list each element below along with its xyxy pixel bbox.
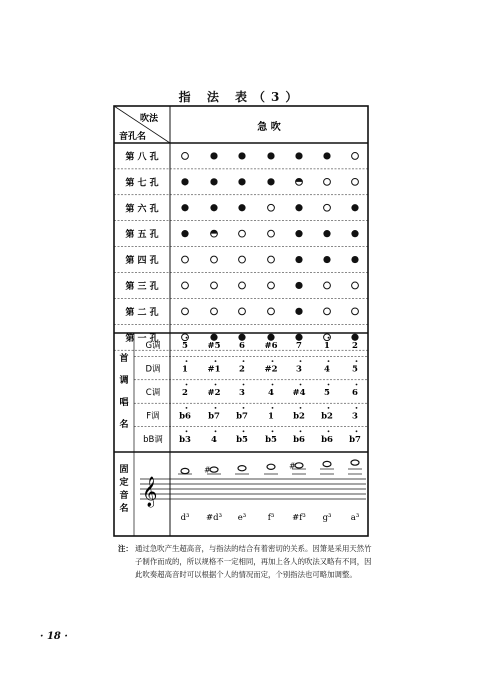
octave-dot xyxy=(186,407,188,409)
octave-dot xyxy=(243,407,245,409)
pitch-name: f³ xyxy=(267,513,275,523)
octave-dot xyxy=(300,407,302,409)
footnote xyxy=(118,542,378,581)
jianpu-note: 4 xyxy=(211,434,217,445)
hole-open-mark xyxy=(324,334,331,341)
octave-dot xyxy=(328,430,330,432)
whole-note xyxy=(181,468,189,473)
whole-note xyxy=(295,463,303,468)
jianpu-note: #2 xyxy=(207,388,221,398)
whole-note xyxy=(210,467,218,472)
hole-open-mark xyxy=(268,256,275,263)
hole-open-mark xyxy=(324,178,331,185)
octave-dot xyxy=(215,430,217,432)
octave-dot xyxy=(300,384,302,386)
hole-label: 第 七 孔 xyxy=(125,178,159,189)
jianpu-note: #5 xyxy=(207,341,221,352)
key-group-char: 首 xyxy=(119,354,129,364)
whole-note xyxy=(351,460,359,465)
octave-dot xyxy=(215,384,217,386)
pitch-name: e³ xyxy=(237,513,247,523)
whole-note xyxy=(267,464,275,469)
hole-closed-mark xyxy=(323,230,330,237)
hole-closed-mark xyxy=(295,256,302,263)
hole-open-mark xyxy=(239,230,246,237)
hole-open-mark xyxy=(324,308,331,315)
corner-top-label: 吹法 xyxy=(139,114,158,124)
jianpu-note: b7 xyxy=(349,434,361,445)
hole-closed-mark xyxy=(238,334,245,341)
octave-dot xyxy=(356,384,358,386)
table-border xyxy=(114,106,368,536)
page-number: · 18 · xyxy=(40,631,68,642)
octave-dot xyxy=(186,337,188,339)
hole-open-mark xyxy=(182,334,189,341)
octave-dot xyxy=(243,430,245,432)
octave-dot xyxy=(356,360,358,362)
hole-open-mark xyxy=(352,153,359,160)
hole-closed-mark xyxy=(267,334,274,341)
hole-closed-mark xyxy=(323,256,330,263)
key-group-char: 名 xyxy=(119,420,129,430)
jianpu-note: 1 xyxy=(182,364,188,375)
hole-closed-mark xyxy=(181,204,188,211)
hole-closed-mark xyxy=(181,178,188,185)
fixed-group-char: 定 xyxy=(119,478,129,488)
page-title: 指 法 表（3） xyxy=(178,90,304,104)
key-group-char: 唱 xyxy=(119,398,129,408)
octave-dot xyxy=(272,384,274,386)
key-group-char: 调 xyxy=(119,376,129,386)
treble-clef-icon: 𝄞 xyxy=(142,477,158,507)
hole-open-mark xyxy=(268,204,275,211)
hole-closed-mark xyxy=(238,204,245,211)
octave-dot xyxy=(356,337,358,339)
hole-open-mark xyxy=(352,308,359,315)
hole-open-mark xyxy=(352,282,359,289)
octave-dot xyxy=(215,360,217,362)
table-grid xyxy=(114,106,368,536)
jianpu-note: #4 xyxy=(292,388,306,398)
hole-label: 第 一 孔 xyxy=(125,333,159,344)
jianpu-note: 7 xyxy=(296,341,302,352)
hole-closed-mark xyxy=(295,230,302,237)
footnote-text: 通过急吹产生超高音，与指法的结合有着密切的关系。因箫是采用天然竹子制作而成的，所以规格不一定相同，再加上各人的吹法又略有不同，因此吹奏超高音时可以根据个人的情况而定，个别指法也可略加调整。 xyxy=(135,544,372,579)
octave-dot xyxy=(300,337,302,339)
octave-dot xyxy=(215,407,217,409)
jianpu-note: 2 xyxy=(239,364,245,375)
pitch-name: g³ xyxy=(322,513,332,523)
jianpu-note: 5 xyxy=(324,388,330,398)
hole-closed-mark xyxy=(210,334,217,341)
octave-dot xyxy=(186,430,188,432)
jianpu-note: 3 xyxy=(352,411,358,422)
hole-closed-mark xyxy=(295,152,302,159)
hole-label: 第 二 孔 xyxy=(125,307,159,318)
pitch-name: d³ xyxy=(180,513,190,523)
hole-open-mark xyxy=(239,308,246,315)
hole-open-mark xyxy=(211,282,218,289)
key-label: D调 xyxy=(145,364,161,375)
sharp-sign: # xyxy=(289,461,296,471)
hole-label: 第 六 孔 xyxy=(125,204,159,215)
hole-open-mark xyxy=(239,256,246,263)
octave-dot xyxy=(243,337,245,339)
hole-closed-mark xyxy=(351,230,358,237)
hole-closed-mark xyxy=(181,230,188,237)
hole-open-mark xyxy=(239,282,246,289)
footnote-label: 注： xyxy=(118,544,133,553)
hole-label: 第 八 孔 xyxy=(125,152,159,163)
hole-closed-mark xyxy=(210,178,217,185)
octave-dot xyxy=(356,407,358,409)
octave-dot xyxy=(215,337,217,339)
jianpu-note: #6 xyxy=(264,341,278,352)
octave-dot xyxy=(300,430,302,432)
jianpu-note: b6 xyxy=(321,434,333,445)
jianpu-note: 6 xyxy=(352,388,358,398)
jianpu-note: 6 xyxy=(239,341,245,352)
jianpu-note: 3 xyxy=(296,364,302,375)
hole-closed-mark xyxy=(295,282,302,289)
hole-open-mark xyxy=(182,153,189,160)
hole-open-mark xyxy=(182,256,189,263)
jianpu-note: b3 xyxy=(179,434,191,445)
fixed-group-char: 音 xyxy=(119,491,129,501)
hole-closed-mark xyxy=(323,152,330,159)
jianpu-note: b5 xyxy=(236,434,248,445)
hole-label: 第 五 孔 xyxy=(125,230,159,241)
key-label: F调 xyxy=(146,411,160,422)
octave-dot xyxy=(272,360,274,362)
jianpu-note: 2 xyxy=(182,388,188,398)
hole-closed-mark xyxy=(238,152,245,159)
octave-dot xyxy=(328,384,330,386)
hole-closed-mark xyxy=(295,308,302,315)
octave-dot xyxy=(243,384,245,386)
hole-closed-mark xyxy=(267,152,274,159)
hole-open-mark xyxy=(268,282,275,289)
jianpu-note: b2 xyxy=(321,411,333,422)
hole-open-mark xyxy=(182,282,189,289)
hole-label: 第 三 孔 xyxy=(125,281,159,292)
octave-dot xyxy=(328,360,330,362)
hole-closed-mark xyxy=(295,334,302,341)
jianpu-note: b6 xyxy=(293,434,305,445)
octave-dot xyxy=(356,430,358,432)
header-span-label: 急 吹 xyxy=(257,122,281,133)
hole-open-mark xyxy=(324,204,331,211)
hole-closed-mark xyxy=(351,204,358,211)
jianpu-note: b7 xyxy=(208,411,220,422)
jianpu-note: #1 xyxy=(207,364,221,375)
pitch-name: #d³ xyxy=(206,513,222,523)
octave-dot xyxy=(186,360,188,362)
hole-closed-mark xyxy=(210,152,217,159)
octave-dot xyxy=(243,360,245,362)
hole-closed-mark xyxy=(210,204,217,211)
hole-open-mark xyxy=(352,178,359,185)
jianpu-note: b5 xyxy=(265,434,277,445)
jianpu-note: b2 xyxy=(293,411,305,422)
octave-dot xyxy=(328,337,330,339)
hole-closed-mark xyxy=(295,204,302,211)
key-label: bB调 xyxy=(143,434,163,445)
hole-open-mark xyxy=(182,308,189,315)
jianpu-note: 5 xyxy=(182,341,188,352)
jianpu-note: 3 xyxy=(239,388,245,398)
sharp-sign: # xyxy=(204,465,211,475)
corner-bottom-label: 音孔名 xyxy=(119,132,147,142)
fixed-group-char: 名 xyxy=(119,504,129,514)
jianpu-note: 1 xyxy=(324,341,330,352)
octave-dot xyxy=(272,407,274,409)
octave-dot xyxy=(272,430,274,432)
key-label: G调 xyxy=(145,341,161,352)
hole-closed-mark xyxy=(351,334,358,341)
jianpu-note: 2 xyxy=(352,341,358,352)
hole-closed-mark xyxy=(238,178,245,185)
whole-note xyxy=(238,466,246,471)
hole-closed-mark xyxy=(267,178,274,185)
key-label: C调 xyxy=(145,388,161,398)
whole-note xyxy=(323,461,331,466)
hole-open-mark xyxy=(211,256,218,263)
jianpu-note: b6 xyxy=(179,411,191,422)
jianpu-note: b7 xyxy=(236,411,248,422)
pitch-name: a³ xyxy=(350,513,360,523)
hole-open-mark xyxy=(268,308,275,315)
jianpu-note: 5 xyxy=(352,364,358,375)
fixed-group-char: 固 xyxy=(119,465,129,475)
jianpu-note: 1 xyxy=(268,411,274,422)
jianpu-note: #2 xyxy=(264,364,278,375)
pitch-name: #f³ xyxy=(292,513,306,523)
octave-dot xyxy=(186,384,188,386)
hole-open-mark xyxy=(324,282,331,289)
octave-dot xyxy=(328,407,330,409)
octave-dot xyxy=(272,337,274,339)
hole-label: 第 四 孔 xyxy=(125,256,159,267)
jianpu-note: 4 xyxy=(268,388,274,398)
table-cells xyxy=(118,112,361,523)
hole-open-mark xyxy=(268,230,275,237)
jianpu-note: 4 xyxy=(324,364,330,375)
hole-open-mark xyxy=(211,308,218,315)
hole-closed-mark xyxy=(351,256,358,263)
octave-dot xyxy=(300,360,302,362)
